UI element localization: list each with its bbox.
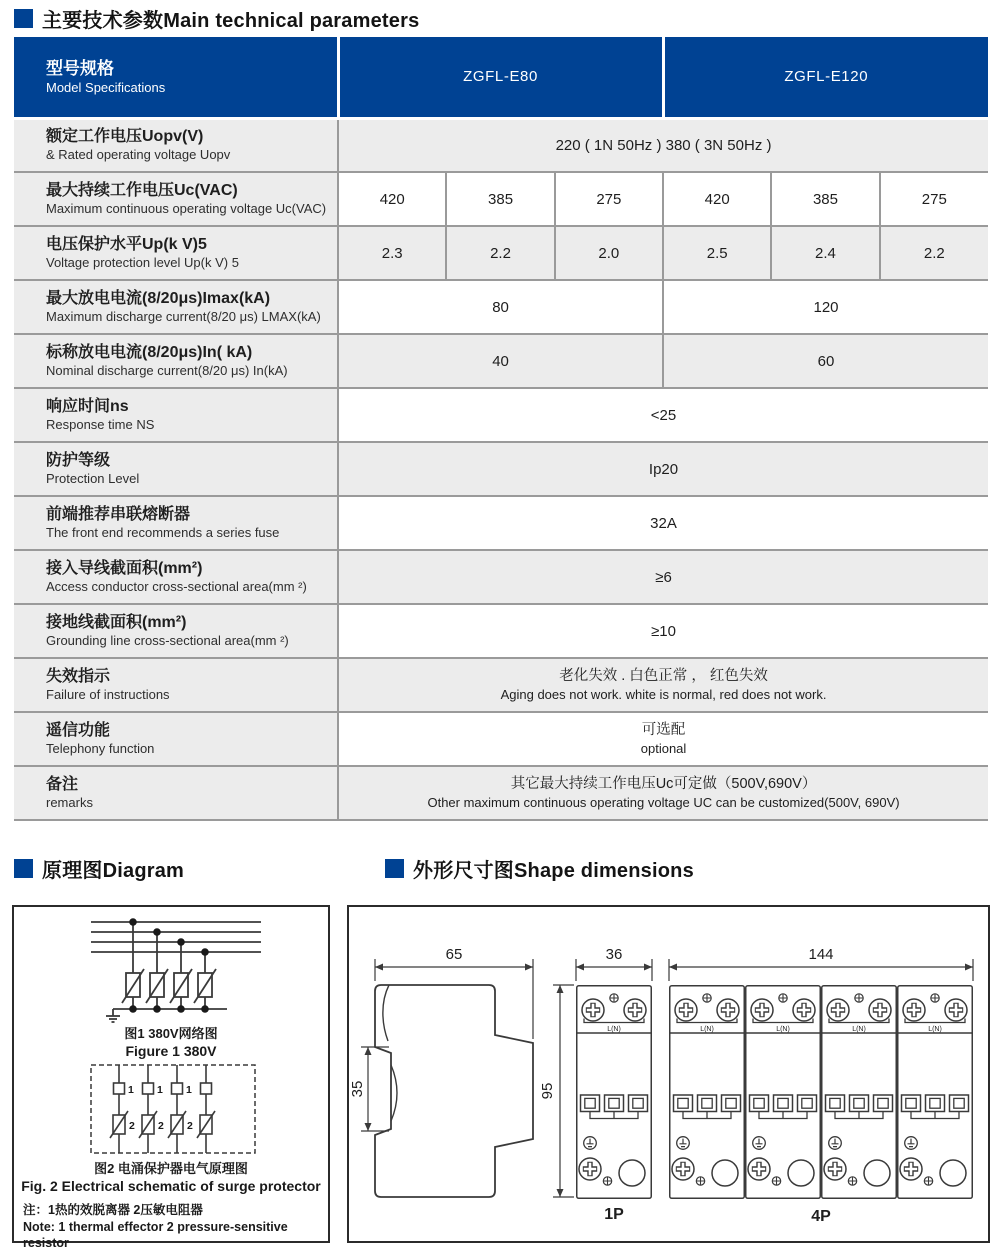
row-value: 老化失效 . 白色正常 ， 红色失效 Aging does not work. white is normal, red does not work. [338,658,988,712]
terminal-label: L(N) [700,1026,714,1033]
row-label: 接入导线截面积(mm²) Access conductor cross-sectional area(mm ²) [14,550,338,604]
cell: 40 [338,334,663,388]
row-label: 最大放电电流(8/20μs)Imax(kA) Maximum discharge current(8/20 μs) LMAX(kA) [14,280,338,334]
fig2-caption-cn: 图2 电涌保护器电气原理图 [94,1161,248,1176]
blue-square-icon [14,859,33,878]
cell: 385 [771,172,879,226]
fig2-caption [14,1161,328,1195]
mov-marker-label: 2 [158,1120,164,1132]
cell: 2.0 [555,226,663,280]
title-cn: 主要技术参数 [42,10,164,32]
cell: 420 [663,172,771,226]
fig2-caption-en: Fig. 2 Electrical schematic of surge protector [21,1177,321,1194]
cell: 275 [880,172,988,226]
table-row [14,388,988,442]
thermal-marker-label: 1 [128,1084,134,1096]
cell: 275 [555,172,663,226]
table-row [14,334,988,388]
schematic-diagram-box [12,905,330,1251]
table-row [14,766,988,820]
module-front-view-1p [577,986,652,1199]
dim-65-label: 65 [445,946,463,963]
header-model-spec [14,37,338,118]
fig1-caption-en: Figure 1 380V [125,1042,217,1059]
cell: 2.3 [338,226,446,280]
diagram-section-heading [14,854,184,883]
row-value: ≥10 [338,604,988,658]
terminal-label: L(N) [776,1026,790,1033]
table-row [14,712,988,766]
main-section-heading [14,4,419,33]
row-value: ≥6 [338,550,988,604]
diagram-heading-text: 原理图Diagram [42,860,185,882]
row-label: 遥信功能 Telephony function [14,712,338,766]
module-front-view [670,986,745,1199]
cell: 2.5 [663,226,771,280]
row-label: 前端推荐串联熔断器 The front end recommends a series fuse [14,496,338,550]
table-row [14,172,988,226]
row-value: 可选配 optional [338,712,988,766]
title-en: Main technical parameters [163,10,420,32]
row-value: Ip20 [338,442,988,496]
section-title-text [42,4,419,33]
row-value: 其它最大持续工作电压Uc可定做（500V,690V） Other maximum continuous operating voltage UC can be customized(500V, 690V) [338,766,988,820]
side-profile-outline [375,985,533,1197]
cell: 2.2 [446,226,554,280]
header-label-cn: 型号规格 [46,58,114,78]
dim-35-label: 35 [349,1080,366,1098]
shape-dimensions-box [347,905,990,1243]
table-row [14,442,988,496]
pole-label-1p: 1P [604,1206,624,1223]
thermal-marker-label: 1 [186,1084,192,1096]
row-label: 接地线截面积(mm²) Grounding line cross-sectional area(mm ²) [14,604,338,658]
row-label: 额定工作电压Uopv(V) & Rated operating voltage Uopv [14,118,338,172]
row-value: 220 ( 1N 50Hz ) 380 ( 3N 50Hz ) [338,118,988,172]
row-value: 32A [338,496,988,550]
row-label: 最大持续工作电压Uc(VAC) Maximum continuous operating voltage Uc(VAC) [14,172,338,226]
table-row [14,496,988,550]
terminal-label: L(N) [607,1026,621,1033]
fig1-network-diagram [21,911,321,1023]
cell: 420 [338,172,446,226]
diagram-note [23,1202,328,1251]
dimensions-section-heading [385,854,694,883]
blue-square-icon [14,9,33,28]
table-row [14,226,988,280]
dim-95-label: 95 [539,1082,556,1100]
model-zgfl-e80: ZGFL-E80 [338,37,663,118]
dim-144-label: 144 [808,946,834,963]
cell: 80 [338,280,663,334]
cell: 2.4 [771,226,879,280]
dimensions-heading-text: 外形尺寸图Shape dimensions [413,860,694,882]
table-header-row [14,37,988,118]
terminal-label: L(N) [928,1026,942,1033]
mov-marker-label: 2 [187,1120,193,1132]
table-row [14,658,988,712]
table-row [14,118,988,172]
table-row [14,604,988,658]
blue-square-icon [385,859,404,878]
table-row [14,280,988,334]
pole-label-4p: 4P [811,1208,831,1225]
cell: 2.2 [880,226,988,280]
mov-marker-label: 2 [129,1120,135,1132]
fig2-electrical-schematic [21,1063,321,1157]
dimension-drawing [349,907,988,1241]
row-label: 标称放电电流(8/20μs)In( kA) Nominal discharge current(8/20 μs) In(kA) [14,334,338,388]
row-label: 响应时间ns Response time NS [14,388,338,442]
fig1-caption-cn: 图1 380V网络图 [124,1026,218,1041]
fig1-caption [14,1026,328,1060]
spec-table [14,37,988,821]
module-front-view [746,986,821,1199]
dim-36-label: 36 [605,946,623,963]
table-row [14,550,988,604]
note-en: Note: 1 thermal effector 2 pressure-sensitive resistor [23,1219,288,1251]
row-label: 电压保护水平Up(k V)5 Voltage protection level Up(k V) 5 [14,226,338,280]
row-label: 防护等级 Protection Level [14,442,338,496]
cell: 385 [446,172,554,226]
row-label: 失效指示 Failure of instructions [14,658,338,712]
terminal-label: L(N) [852,1026,866,1033]
row-value: <25 [338,388,988,442]
header-label-en: Model Specifications [46,79,166,95]
model-zgfl-e120: ZGFL-E120 [663,37,988,118]
cell: 60 [663,334,988,388]
module-front-view [822,986,897,1199]
cell: 120 [663,280,988,334]
note-cn: 注：1热的效脱离器 2压敏电阻器 [23,1203,203,1217]
thermal-marker-label: 1 [157,1084,163,1096]
module-front-view [898,986,973,1199]
row-label: 备注 remarks [14,766,338,820]
